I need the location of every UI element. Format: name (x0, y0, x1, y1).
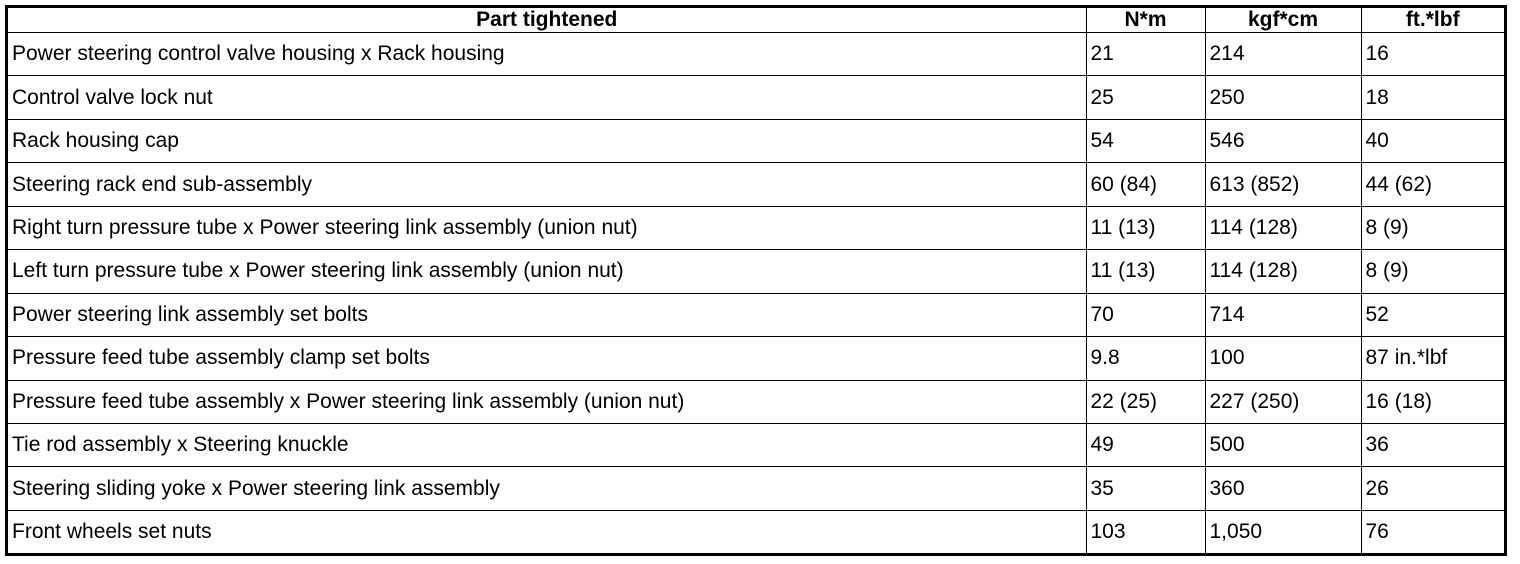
cell-part: Tie rod assembly x Steering knuckle (8, 423, 1086, 466)
header-kgf-cm: kgf*cm (1205, 8, 1361, 33)
cell-nm: 49 (1086, 423, 1205, 466)
cell-nm: 103 (1086, 510, 1205, 553)
cell-ft-lbf: 18 (1361, 76, 1504, 119)
cell-part: Pressure feed tube assembly x Power steering link assembly (union nut) (8, 380, 1086, 423)
cell-nm: 25 (1086, 76, 1205, 119)
header-nm: N*m (1086, 8, 1205, 33)
table-row (8, 337, 1504, 380)
cell-nm: 11 (13) (1086, 250, 1205, 293)
cell-part: Right turn pressure tube x Power steering link assembly (union nut) (8, 206, 1086, 249)
table-row (8, 467, 1504, 510)
cell-nm: 35 (1086, 467, 1205, 510)
table-header-row (8, 8, 1504, 33)
table-row (8, 119, 1504, 162)
cell-ft-lbf: 8 (9) (1361, 250, 1504, 293)
cell-ft-lbf: 8 (9) (1361, 206, 1504, 249)
header-part-tightened: Part tightened (8, 8, 1086, 33)
cell-part: Power steering link assembly set bolts (8, 293, 1086, 336)
table-row (8, 206, 1504, 249)
cell-part: Control valve lock nut (8, 76, 1086, 119)
cell-nm: 9.8 (1086, 337, 1205, 380)
cell-ft-lbf: 87 in.*lbf (1361, 337, 1504, 380)
cell-part: Steering rack end sub-assembly (8, 163, 1086, 206)
cell-kgf-cm: 114 (128) (1205, 250, 1361, 293)
table-body (8, 33, 1504, 554)
cell-part: Front wheels set nuts (8, 510, 1086, 553)
cell-nm: 54 (1086, 119, 1205, 162)
cell-kgf-cm: 1,050 (1205, 510, 1361, 553)
table-row (8, 423, 1504, 466)
header-ft-lbf: ft.*lbf (1361, 8, 1504, 33)
cell-ft-lbf: 16 (18) (1361, 380, 1504, 423)
table-row (8, 293, 1504, 336)
table-row (8, 76, 1504, 119)
cell-part: Left turn pressure tube x Power steering link assembly (union nut) (8, 250, 1086, 293)
cell-nm: 22 (25) (1086, 380, 1205, 423)
cell-part: Power steering control valve housing x Rack housing (8, 33, 1086, 76)
cell-kgf-cm: 360 (1205, 467, 1361, 510)
table-row (8, 33, 1504, 76)
cell-ft-lbf: 40 (1361, 119, 1504, 162)
cell-ft-lbf: 36 (1361, 423, 1504, 466)
table-row (8, 380, 1504, 423)
cell-kgf-cm: 500 (1205, 423, 1361, 466)
cell-nm: 60 (84) (1086, 163, 1205, 206)
torque-spec-table-frame (5, 5, 1507, 556)
cell-ft-lbf: 16 (1361, 33, 1504, 76)
table-row (8, 163, 1504, 206)
cell-part: Pressure feed tube assembly clamp set bolts (8, 337, 1086, 380)
cell-kgf-cm: 250 (1205, 76, 1361, 119)
cell-ft-lbf: 76 (1361, 510, 1504, 553)
cell-kgf-cm: 546 (1205, 119, 1361, 162)
cell-kgf-cm: 114 (128) (1205, 206, 1361, 249)
table-row (8, 250, 1504, 293)
cell-ft-lbf: 44 (62) (1361, 163, 1504, 206)
cell-nm: 70 (1086, 293, 1205, 336)
cell-kgf-cm: 613 (852) (1205, 163, 1361, 206)
cell-part: Rack housing cap (8, 119, 1086, 162)
cell-ft-lbf: 26 (1361, 467, 1504, 510)
cell-kgf-cm: 214 (1205, 33, 1361, 76)
cell-kgf-cm: 714 (1205, 293, 1361, 336)
cell-kgf-cm: 100 (1205, 337, 1361, 380)
cell-ft-lbf: 52 (1361, 293, 1504, 336)
torque-spec-table (8, 8, 1504, 553)
cell-nm: 11 (13) (1086, 206, 1205, 249)
cell-nm: 21 (1086, 33, 1205, 76)
table-row (8, 510, 1504, 553)
cell-part: Steering sliding yoke x Power steering link assembly (8, 467, 1086, 510)
cell-kgf-cm: 227 (250) (1205, 380, 1361, 423)
